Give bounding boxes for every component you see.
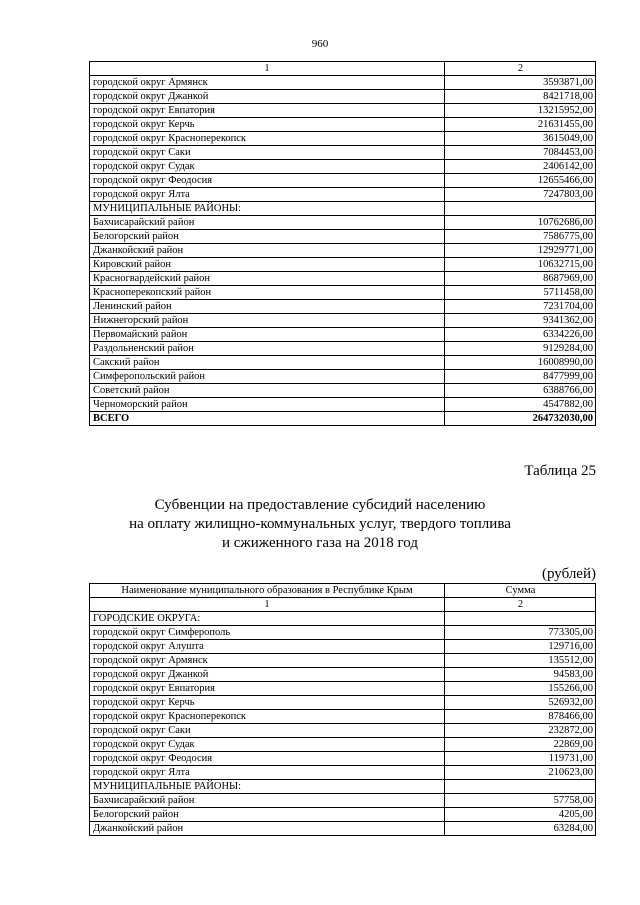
table-row xyxy=(90,188,596,202)
amount-value: 10762686,00 xyxy=(445,216,596,230)
table-row xyxy=(90,752,596,766)
municipality-name: городской округ Евпатория xyxy=(90,104,445,118)
municipality-name: городской округ Ялта xyxy=(90,188,445,202)
table-row xyxy=(90,654,596,668)
amount-value: 3593871,00 xyxy=(445,76,596,90)
municipality-name: городской округ Судак xyxy=(90,160,445,174)
municipality-name: городской округ Керчь xyxy=(90,696,445,710)
municipality-name: Джанкойский район xyxy=(90,822,445,836)
amount-value: 119731,00 xyxy=(445,752,596,766)
amount-value: 155266,00 xyxy=(445,682,596,696)
municipality-name: Советский район xyxy=(90,384,445,398)
continued-subsidy-table xyxy=(89,61,596,426)
column-number-row xyxy=(90,598,596,612)
municipality-name: Сакский район xyxy=(90,356,445,370)
amount-value: 8687969,00 xyxy=(445,272,596,286)
section-header-row xyxy=(90,612,596,626)
amount-value: 7084453,00 xyxy=(445,146,596,160)
table-row xyxy=(90,370,596,384)
header-municipality: Наименование муниципального образования в Республике Крым xyxy=(90,584,445,598)
municipality-name: МУНИЦИПАЛЬНЫЕ РАЙОНЫ: xyxy=(90,202,445,216)
municipality-name: городской округ Саки xyxy=(90,724,445,738)
amount-value: 5711458,00 xyxy=(445,286,596,300)
amount-value: 773305,00 xyxy=(445,626,596,640)
continued-table-body xyxy=(90,62,596,426)
amount-value: 6388766,00 xyxy=(445,384,596,398)
amount-value: 129716,00 xyxy=(445,640,596,654)
municipality-name: городской округ Саки xyxy=(90,146,445,160)
amount-value: 2406142,00 xyxy=(445,160,596,174)
table-row xyxy=(90,286,596,300)
table-row xyxy=(90,626,596,640)
table-row xyxy=(90,738,596,752)
municipality-name: городской округ Симферополь xyxy=(90,626,445,640)
column-number-2: 2 xyxy=(445,598,596,612)
amount-value xyxy=(445,612,596,626)
amount-value: 12655466,00 xyxy=(445,174,596,188)
amount-value: 22869,00 xyxy=(445,738,596,752)
table-row xyxy=(90,76,596,90)
municipality-name: Черноморский район xyxy=(90,398,445,412)
municipality-name: Первомайский район xyxy=(90,328,445,342)
amount-value: 3615049,00 xyxy=(445,132,596,146)
table-row xyxy=(90,328,596,342)
column-number-row xyxy=(90,62,596,76)
municipality-name: Белогорский район xyxy=(90,230,445,244)
municipality-name: городской округ Красноперекопск xyxy=(90,710,445,724)
table-row xyxy=(90,822,596,836)
table-row xyxy=(90,230,596,244)
municipality-name: Бахчисарайский район xyxy=(90,794,445,808)
municipality-name: городской округ Ялта xyxy=(90,766,445,780)
amount-value: 232872,00 xyxy=(445,724,596,738)
table-row xyxy=(90,174,596,188)
amount-value xyxy=(445,202,596,216)
section-header-row xyxy=(90,780,596,794)
municipality-name: Белогорский район xyxy=(90,808,445,822)
municipality-name: Красногвардейский район xyxy=(90,272,445,286)
municipality-name: городской округ Армянск xyxy=(90,654,445,668)
table-row xyxy=(90,710,596,724)
municipality-name: городской округ Джанкой xyxy=(90,668,445,682)
table-caption xyxy=(0,496,640,553)
table-label: Таблица 25 xyxy=(524,463,596,479)
column-number-1: 1 xyxy=(90,598,445,612)
amount-value: 8477999,00 xyxy=(445,370,596,384)
municipality-name: МУНИЦИПАЛЬНЫЕ РАЙОНЫ: xyxy=(90,780,445,794)
amount-value: 94583,00 xyxy=(445,668,596,682)
amount-value: 7586775,00 xyxy=(445,230,596,244)
municipality-name: Бахчисарайский район xyxy=(90,216,445,230)
amount-value: 8421718,00 xyxy=(445,90,596,104)
table-row xyxy=(90,640,596,654)
subvention-table-body xyxy=(90,584,596,836)
amount-value: 12929771,00 xyxy=(445,244,596,258)
amount-value xyxy=(445,780,596,794)
amount-value: 57758,00 xyxy=(445,794,596,808)
header-row xyxy=(90,584,596,598)
table-row xyxy=(90,132,596,146)
table-row xyxy=(90,272,596,286)
amount-value: 10632715,00 xyxy=(445,258,596,272)
table-row xyxy=(90,314,596,328)
municipality-name: городской округ Керчь xyxy=(90,118,445,132)
caption-line: и сжиженного газа на 2018 год xyxy=(221,535,419,551)
municipality-name: городской округ Армянск xyxy=(90,76,445,90)
column-number-2: 2 xyxy=(445,62,596,76)
municipality-name: Кировский район xyxy=(90,258,445,272)
total-row xyxy=(90,412,596,426)
municipality-name: городской округ Алушта xyxy=(90,640,445,654)
table-row xyxy=(90,90,596,104)
amount-value: 21631455,00 xyxy=(445,118,596,132)
table-row xyxy=(90,808,596,822)
table-row xyxy=(90,724,596,738)
amount-value: 4547882,00 xyxy=(445,398,596,412)
municipality-name: Раздольненский район xyxy=(90,342,445,356)
table-row xyxy=(90,146,596,160)
table-row xyxy=(90,398,596,412)
amount-value: 7231704,00 xyxy=(445,300,596,314)
municipality-name: ГОРОДСКИЕ ОКРУГА: xyxy=(90,612,445,626)
amount-value: 13215952,00 xyxy=(445,104,596,118)
municipality-name: Джанкойский район xyxy=(90,244,445,258)
table-row xyxy=(90,766,596,780)
table-row xyxy=(90,258,596,272)
table-row xyxy=(90,668,596,682)
amount-value: 135512,00 xyxy=(445,654,596,668)
municipality-name: городской округ Феодосия xyxy=(90,174,445,188)
municipality-name: Симферопольский район xyxy=(90,370,445,384)
table-row xyxy=(90,160,596,174)
page-number: 960 xyxy=(311,38,329,50)
table-row xyxy=(90,216,596,230)
unit-label: (рублей) xyxy=(541,566,596,582)
municipality-name: городской округ Евпатория xyxy=(90,682,445,696)
table-row xyxy=(90,696,596,710)
section-header-row xyxy=(90,202,596,216)
amount-value: 878466,00 xyxy=(445,710,596,724)
municipality-name: ВСЕГО xyxy=(90,412,445,426)
municipality-name: Нижнегорский район xyxy=(90,314,445,328)
table-row xyxy=(90,118,596,132)
table-row xyxy=(90,300,596,314)
caption-line: на оплату жилищно-коммунальных услуг, твердого топлива xyxy=(129,516,511,532)
municipality-name: Красноперекопский район xyxy=(90,286,445,300)
amount-value: 7247803,00 xyxy=(445,188,596,202)
amount-value: 4205,00 xyxy=(445,808,596,822)
amount-value: 526932,00 xyxy=(445,696,596,710)
column-number-1: 1 xyxy=(90,62,445,76)
caption-line: Субвенции на предоставление субсидий населению xyxy=(154,497,486,513)
table-row xyxy=(90,682,596,696)
amount-value: 264732030,00 xyxy=(445,412,596,426)
amount-value: 63284,00 xyxy=(445,822,596,836)
municipality-name: городской округ Джанкой xyxy=(90,90,445,104)
table-row xyxy=(90,342,596,356)
table-row xyxy=(90,794,596,808)
amount-value: 210623,00 xyxy=(445,766,596,780)
amount-value: 16008990,00 xyxy=(445,356,596,370)
municipality-name: городской округ Красноперекопск xyxy=(90,132,445,146)
table-row xyxy=(90,104,596,118)
header-amount: Сумма xyxy=(445,584,596,598)
amount-value: 9129284,00 xyxy=(445,342,596,356)
amount-value: 6334226,00 xyxy=(445,328,596,342)
municipality-name: Ленинский район xyxy=(90,300,445,314)
subvention-table xyxy=(89,583,596,836)
table-row xyxy=(90,356,596,370)
municipality-name: городской округ Феодосия xyxy=(90,752,445,766)
municipality-name: городской округ Судак xyxy=(90,738,445,752)
table-row xyxy=(90,244,596,258)
table-row xyxy=(90,384,596,398)
amount-value: 9341362,00 xyxy=(445,314,596,328)
